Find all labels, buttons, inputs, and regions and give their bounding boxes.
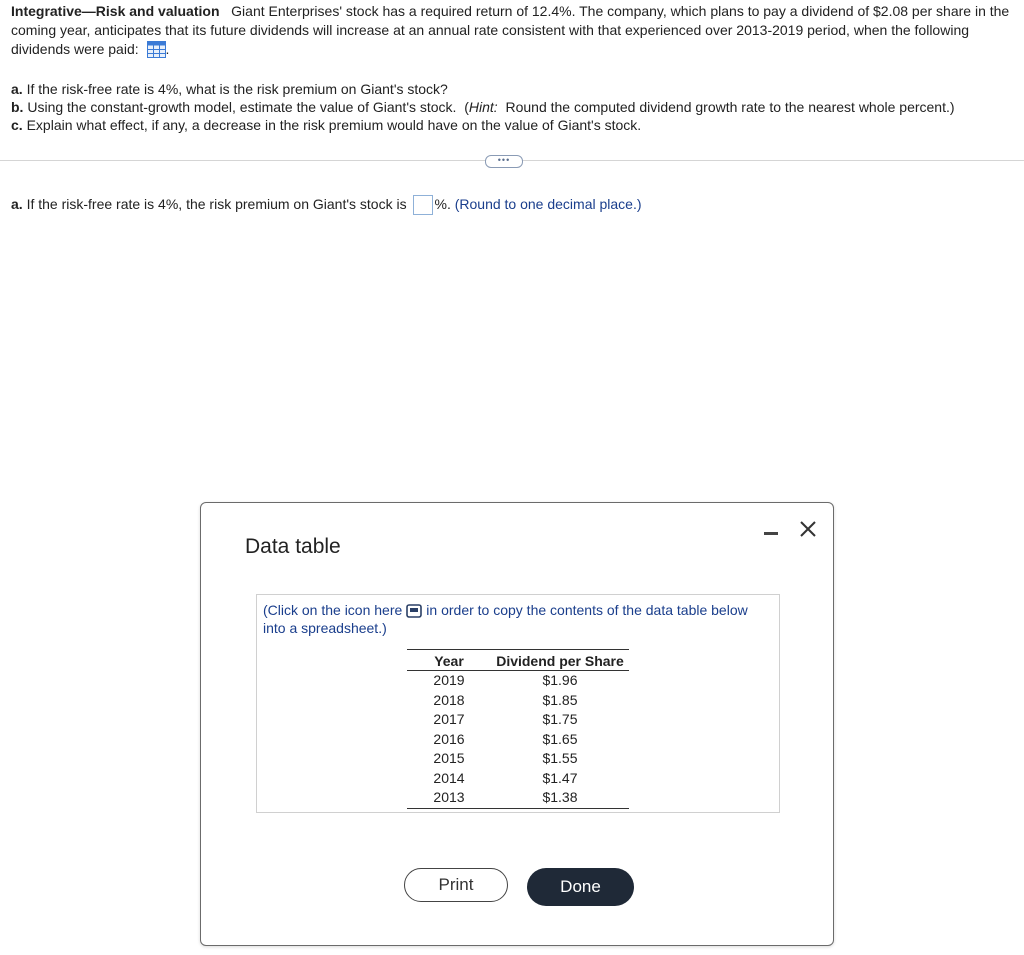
- problem-title: Integrative—Risk and valuation: [11, 3, 220, 19]
- table-row: 2014 $1.47: [433, 769, 578, 786]
- close-icon[interactable]: [798, 519, 818, 539]
- column-header-year: Year: [407, 650, 491, 671]
- column-header-dividend: Dividend per Share: [491, 650, 629, 671]
- data-table-container: [256, 594, 780, 813]
- question-list: [11, 80, 955, 134]
- table-row: 2017 $1.75: [433, 711, 578, 727]
- question-b: b. Using the constant-growth model, estimate the value of Giant's stock. (Hint: Round the computed dividend growth rate to the nearest whole percent.): [11, 99, 955, 115]
- table-row: 2016 $1.65: [433, 730, 578, 747]
- answer-suffix: %.: [434, 196, 451, 212]
- copy-to-spreadsheet-icon[interactable]: [406, 604, 422, 618]
- problem-trailing: .: [165, 41, 170, 57]
- table-row: 2019 $1.96: [433, 672, 578, 688]
- answer-row: [11, 194, 642, 215]
- risk-premium-input[interactable]: [413, 195, 433, 215]
- dialog-title: Data table: [245, 535, 341, 558]
- problem-statement: [11, 2, 1011, 59]
- problem-text: Giant Enterprises' stock has a required return of 12.4%. The company, which plans to pay a dividend of $2.08 per share in the coming year, anticipates that its future dividends will increase at an annual rate consistent with that experienced over 2013-2019 period, when the following dividends were paid:: [11, 3, 1010, 57]
- hint-text: Round the computed dividend growth rate to the nearest whole percent.): [505, 99, 955, 115]
- print-button[interactable]: Print: [404, 868, 508, 902]
- table-row: 2018 $1.85: [433, 691, 578, 708]
- question-c: c. Explain what effect, if any, a decrease in the risk premium would have on the value of Giant's stock.: [11, 117, 642, 133]
- question-a: a. If the risk-free rate is 4%, what is the risk premium on Giant's stock?: [11, 81, 448, 97]
- answer-label: a.: [11, 196, 23, 212]
- minimize-icon[interactable]: [764, 532, 778, 535]
- answer-hint: (Round to one decimal place.): [454, 196, 642, 212]
- data-table-dialog: [200, 502, 834, 946]
- copy-note: (Click on the icon here in order to copy the contents of the data table below into a spreadsheet.): [263, 602, 748, 636]
- table-row: 2015 $1.55: [433, 750, 578, 766]
- dividend-table: [407, 649, 629, 809]
- hint-label: Hint:: [468, 99, 498, 115]
- expand-more-button[interactable]: •••: [485, 155, 523, 168]
- table-row: 2013 $1.38: [407, 788, 629, 808]
- data-table-grid-icon[interactable]: [147, 41, 166, 58]
- answer-prefix: If the risk-free rate is 4%, the risk premium on Giant's stock is: [26, 196, 407, 212]
- done-button[interactable]: Done: [527, 868, 634, 906]
